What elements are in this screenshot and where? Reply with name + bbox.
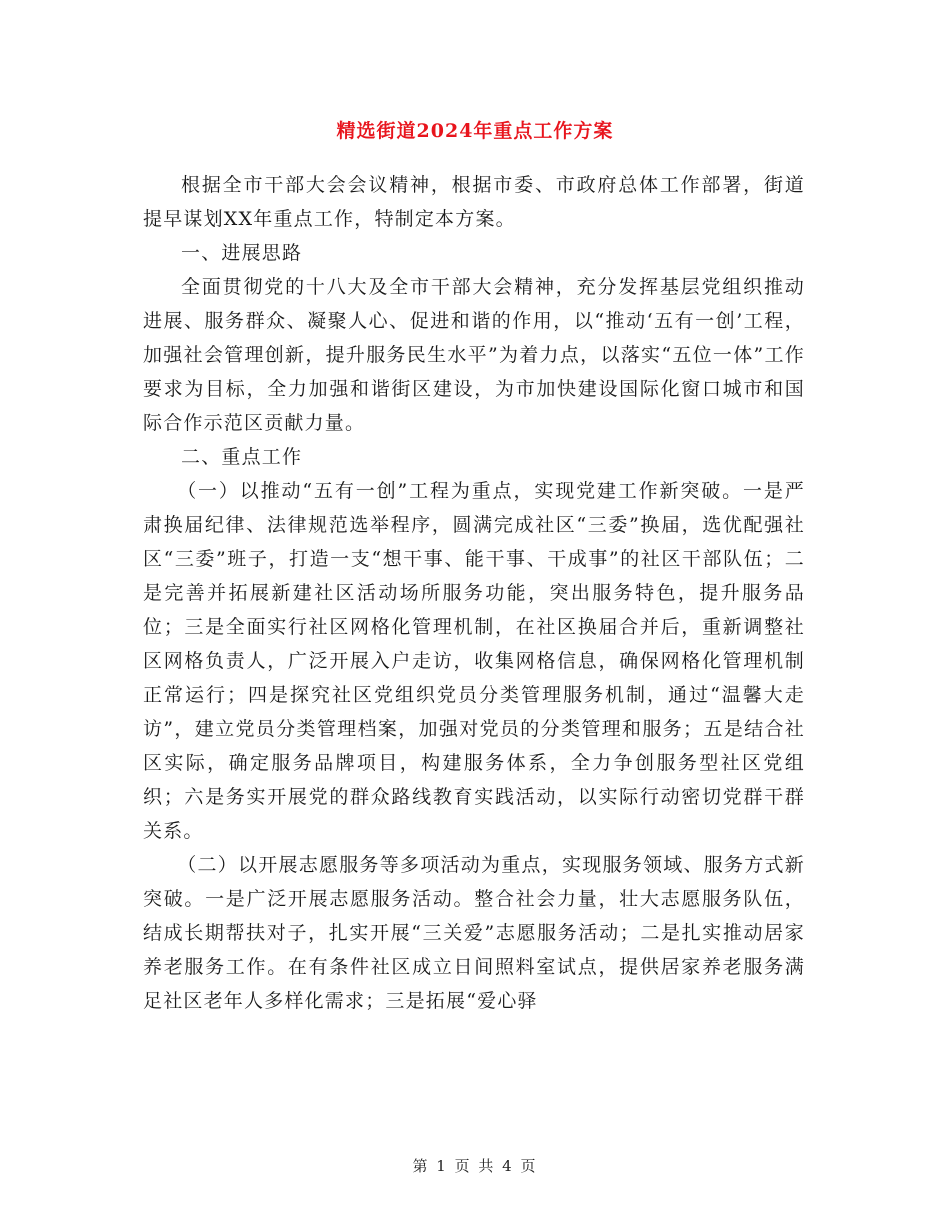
document-body xyxy=(143,168,805,1018)
document-title: 精选街道2024年重点工作方案 xyxy=(336,120,614,142)
subsection-2-paragraph: （二）以开展志愿服务等多项活动为重点，实现服务领域、服务方式新突破。一是广泛开展志愿服务活动。整合社会力量，壮大志愿服务队伍，结成长期帮扶对子，扎实开展“三关爱”志愿服务活动；二是扎实推动居家养老服务工作。在有条件社区成立日间照料室试点，提供居家养老服务满足社区老年人多样化需求；三是拓展“爱心驿 xyxy=(143,854,805,1012)
subsection-1-paragraph: （一）以推动“五有一创”工程为重点，实现党建工作新突破。一是严肃换届纪律、法律规范选举程序，圆满完成社区“三委”换届，选优配强社区“三委”班子，打造一支“想干事、能干事、干成事”的社区干部队伍；二是完善并拓展新建社区活动场所服务功能，突出服务特色，提升服务品位；三是全面实行社区网格化管理机制，在社区换届合并后，重新调整社区网格负责人，广泛开展入户走访，收集网格信息，确保网格化管理机制正常运行；四是探究社区党组织党员分类管理服务机制，通过“温馨大走访”，建立党员分类管理档案，加强对党员的分类管理和服务；五是结合社区实际，确定服务品牌项目，构建服务体系，全力争创服务型社区党组织；六是务实开展党的群众路线教育实践活动，以实际行动密切党群干群关系。 xyxy=(143,480,805,842)
page-number-footer: 第 1 页 共 4 页 xyxy=(412,1157,538,1175)
section-heading-1: 一、进展思路 xyxy=(181,242,303,264)
intro-paragraph: 根据全市干部大会会议精神，根据市委、市政府总体工作部署，街道提早谋划XX年重点工作，特制定本方案。 xyxy=(143,174,805,230)
section-1-paragraph: 全面贯彻党的十八大及全市干部大会精神，充分发挥基层党组织推动进展、服务群众、凝聚人心、促进和谐的作用，以“推动‘五有一创’工程，加强社会管理创新，提升服务民生水平”为着力点，以落实“五位一体”工作要求为目标，全力加强和谐街区建设，为市加快建设国际化窗口城市和国际合作示范区贡献力量。 xyxy=(143,276,805,434)
section-heading-2: 二、重点工作 xyxy=(181,446,303,468)
